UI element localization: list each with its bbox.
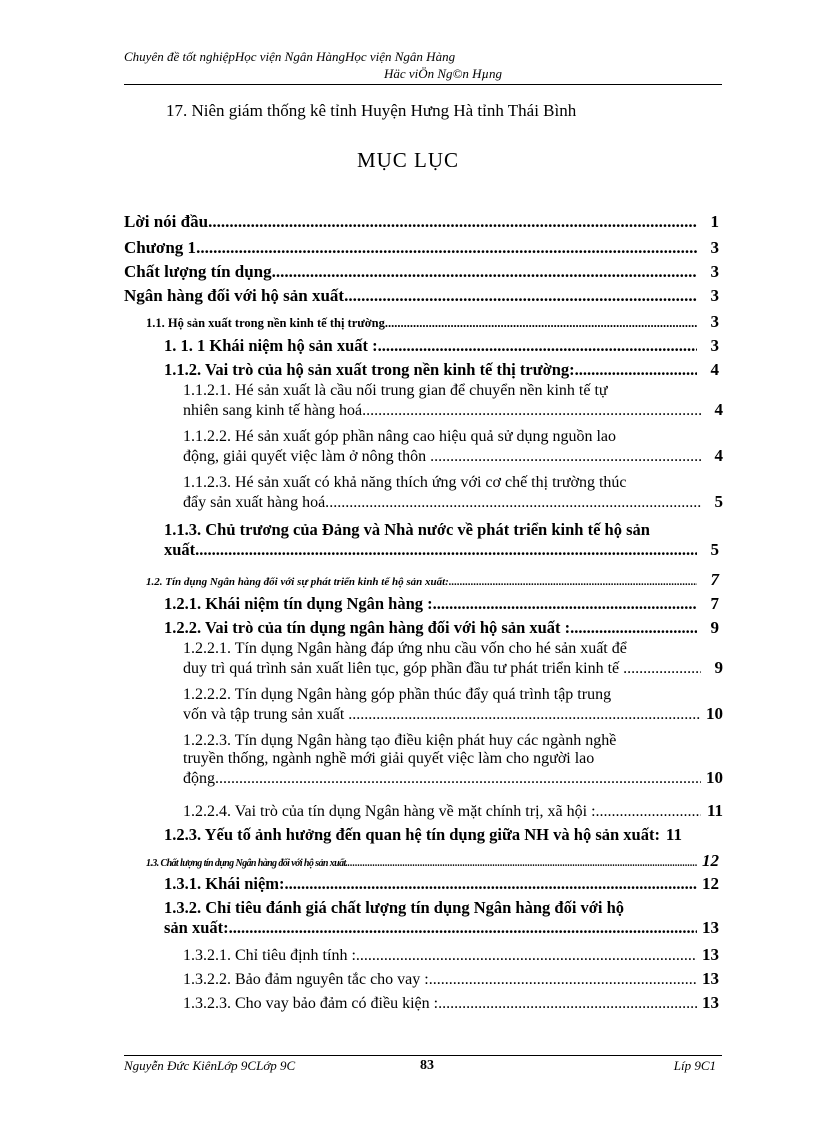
toc-entry-page: 13 [702,945,719,964]
toc-entry[interactable] [124,238,719,258]
toc-entry-text: 1.3.2. Chỉ tiêu đánh giá chất lượng tín dụng Ngân hàng đối với hộ [164,898,625,917]
toc-entry-page: 12 [702,851,719,870]
toc-entry-text-cont: duy trì quá trình sản xuất liên tục, góp phần đầu tư phát triển kinh tế . [183,660,628,677]
toc-entry-text: 1.2.2.1. Tín dụng Ngân hàng đáp ứng nhu cầu vốn cho hé sản xuất để [183,640,627,657]
toc-entry-page: 12 [702,874,719,893]
toc-entry-text: 1.3.2.2. Bảo đảm nguyên tắc cho vay : [183,971,429,988]
toc-entry-text-cont: động, giải quyết việc làm ở nông thôn . [183,448,435,465]
toc-entry-text: 1.1.2.2. Hé sản xuất góp phần nâng cao hiệu quả sử dụng nguồn lao [183,428,617,445]
toc-entry-text: 1.2. Tín dụng Ngân hàng đối với sự phát triển kinh tế hộ sản xuất: [146,576,449,588]
toc-entry-text: 1.2.3. Yếu tố ảnh hưởng đến quan hệ tín dụng giữa NH và hộ sản xuất: [164,825,660,844]
toc-entry-page: 3 [710,286,719,305]
toc-entry-page: 3 [710,262,719,281]
toc-entry[interactable] [183,428,723,466]
toc-entry-page: 10 [706,768,723,787]
toc-entry-page: 3 [710,238,719,257]
toc-entry[interactable] [146,570,719,590]
toc-entry-text-cont: vốn và tập trung sản xuất . [183,706,353,723]
toc-entry-text: Ngân hàng đối với hộ sản xuất [124,286,345,305]
toc-entry-page: 13 [702,918,719,937]
toc-entry-page: 9 [710,618,719,637]
toc-entry-text-cont: đẩy sản xuất hàng hoá. [183,494,330,511]
toc-entry[interactable] [183,474,723,512]
toc-entry-text-cont: sản xuất: [164,918,229,937]
toc-entry[interactable] [183,382,723,420]
toc-entry-page: 3 [710,312,719,331]
toc-entry-text: 1.2.2.3. Tín dụng Ngân hàng tạo điều kiện phát huy các ngành nghề [183,732,617,749]
toc-entry[interactable] [124,262,719,282]
toc-entry-text-cont: truyền thống, ngành nghề mới giải quyết việc làm cho người lao [183,750,595,767]
toc-entry-text: 1.1.2.3. Hé sản xuất có khả năng thích ứng với cơ chế thị trường thúc [183,474,627,491]
toc-entry-page: 11 [706,801,723,820]
toc-entry-text: 1.3.2.1. Chỉ tiêu định tính : [183,947,356,964]
header-line-1: Chuyên đề tốt nghiệpHọc viện Ngân HàngHọc viện Ngân Hàng [124,49,456,64]
toc-entry-page: 4 [714,446,723,465]
toc-entry-text: 1.2.2.4. Vai trò của tín dụng Ngân hàng về mặt chính trị, xã hội : [183,803,596,820]
toc-entry-page: 3 [710,336,719,355]
toc-entry-text: 1.3.2.3. Cho vay bảo đảm có điều kiện : [183,995,439,1012]
toc-entry[interactable] [146,851,719,871]
toc-entry-page: 7 [710,570,719,589]
toc-entry-text: 1.1.2. Vai trò của hộ sản xuất trong nền kinh tế thị trường: [164,360,575,379]
toc-entry-text: Chất lượng tín dụng [124,262,272,281]
toc-entry[interactable] [183,640,723,678]
toc-entry-page: 13 [702,969,719,988]
toc-entry[interactable] [164,618,719,638]
toc-entry[interactable] [124,286,719,306]
page-title: MỤC LỤC [356,148,460,172]
toc-entry-text: 1.1.2.1. Hé sản xuất là cầu nối trung gian để chuyển nền kinh tế tự [183,382,608,399]
toc-entry-text: 1. 1. 1 Khái niệm hộ sản xuất : [164,336,378,355]
header-line-2: Häc viÖn Ng©n Hµng [383,66,503,81]
toc-entry-text: 1.1. Hộ sản xuất trong nền kinh tế thị trường. [146,316,389,330]
page-number: 83 [420,1058,434,1073]
toc-entry-text: 1.2.2. Vai trò của tín dụng ngân hàng đối với hộ sản xuất : [164,618,571,637]
toc-entry[interactable] [164,360,719,380]
toc-entry[interactable] [146,312,719,332]
toc-entry-page: 4 [710,360,719,379]
footer-author: Nguyễn Đức KiênLớp 9CLớp 9C [124,1058,296,1073]
toc-entry-page: 11 [665,825,682,844]
toc-entry-page: 5 [714,492,723,511]
toc-entry-page: 9 [714,658,723,677]
toc-entry-page: 1 [710,212,719,231]
toc-entry-page: 4 [714,400,723,419]
toc-entry[interactable] [183,801,723,821]
toc-entry[interactable] [183,969,719,989]
toc-entry-text: 1.2.1. Khái niệm tín dụng Ngân hàng : [164,594,433,613]
toc-entry-text: 1.2.2.2. Tín dụng Ngân hàng góp phần thúc đẩy quá trình tập trung [183,686,612,703]
toc-entry-text: 1.1.3. Chủ trương của Đảng và Nhà nước về phát triển kinh tế hộ sản [164,520,650,539]
toc-entry[interactable] [164,874,719,894]
toc-entry[interactable] [183,732,723,788]
toc-entry[interactable] [183,686,723,724]
toc-entry[interactable] [164,825,737,845]
toc-entry-page: 13 [702,993,719,1012]
toc-entry-text-cont: động [183,770,215,787]
toc-entry-text-cont: nhiên sang kinh tế hàng hoá. [183,402,367,419]
toc-entry-text: 1.3. Chất lượng tín dụng Ngân hàng đối với hộ sản xuất. [146,858,348,869]
toc-entry[interactable] [164,898,719,938]
toc-entry[interactable] [164,336,719,356]
toc-entry-page: 10 [706,704,723,723]
toc-entry-text-cont: xuất [164,540,196,559]
toc-entry[interactable] [164,520,719,560]
reference-item: 17. Niên giám thống kê tỉnh Huyện Hưng Hà tỉnh Thái Bình [166,101,577,120]
footer-class: Líp 9C1 [673,1058,716,1073]
toc-entry-text: 1.3.1. Khái niệm: [164,874,285,893]
toc-entry-page: 5 [710,540,719,559]
toc-entry-text: Lời nói đầu [124,212,209,231]
toc-entry[interactable] [124,212,719,232]
toc-entry[interactable] [183,945,719,965]
toc-entry-page: 7 [710,594,719,613]
toc-entry-text: Chương 1 [124,238,197,257]
footer-divider [124,1055,722,1056]
toc-entry[interactable] [183,993,719,1013]
toc-entry[interactable] [164,594,719,614]
